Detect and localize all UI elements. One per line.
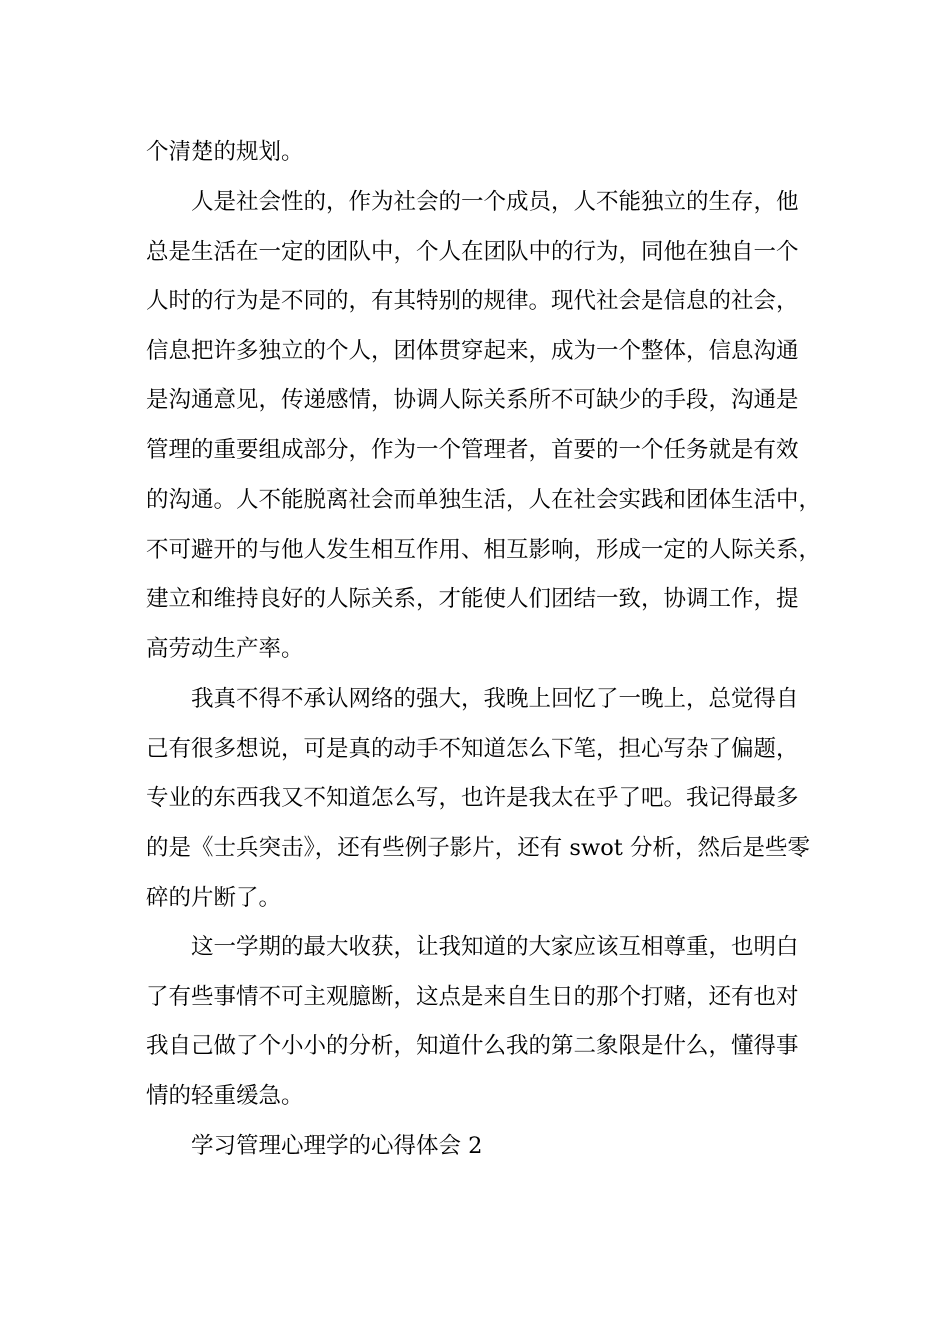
paragraph-first-line: 我真不得不承认网络的强大，我晚上回忆了一晚上，总觉得自 [191, 686, 799, 712]
text-line: 情的轻重缓急。 [146, 1083, 304, 1109]
text-line: 人时的行为是不同的，有其特别的规律。现代社会是信息的社会， [146, 288, 799, 314]
text-line: 建立和维持良好的人际关系，才能使人们团结一致，协调工作，提 [146, 586, 799, 612]
text-line: 碎的片断了。 [146, 885, 282, 911]
text-line: 我自己做了个小小的分析，知道什么我的第二象限是什么，懂得事 [146, 1033, 799, 1059]
section-heading: 学习管理心理学的心得体会 2 [191, 1133, 483, 1159]
text-line: 了有些事情不可主观臆断，这点是来自生日的那个打赌，还有也对 [146, 984, 799, 1010]
text-line: 个清楚的规划。 [146, 139, 304, 165]
text-line: 专业的东西我又不知道怎么写，也许是我太在乎了吧。我记得最多 [146, 785, 799, 811]
text-line: 高劳动生产率。 [146, 636, 304, 662]
text-line: 不可避开的与他人发生相互作用、相互影响，形成一定的人际关系， [146, 537, 822, 563]
text-line: 管理的重要组成部分，作为一个管理者，首要的一个任务就是有效 [146, 437, 799, 463]
paragraph-first-line: 这一学期的最大收获，让我知道的大家应该互相尊重，也明白 [191, 934, 799, 960]
text-line: 的沟通。人不能脱离社会而单独生活，人在社会实践和团体生活中， [146, 487, 822, 513]
text-line: 总是生活在一定的团队中，个人在团队中的行为，同他在独自一个 [146, 239, 799, 265]
text-line: 的是《士兵突击》，还有些例子影片，还有 swot 分析，然后是些零 [146, 835, 810, 861]
text-line: 己有很多想说，可是真的动手不知道怎么下笔，担心写杂了偏题， [146, 736, 799, 762]
text-line: 信息把许多独立的个人，团体贯穿起来，成为一个整体，信息沟通 [146, 338, 799, 364]
paragraph-first-line: 人是社会性的，作为社会的一个成员，人不能独立的生存，他 [191, 189, 799, 215]
text-line: 是沟通意见，传递感情，协调人际关系所不可缺少的手段，沟通是 [146, 387, 799, 413]
